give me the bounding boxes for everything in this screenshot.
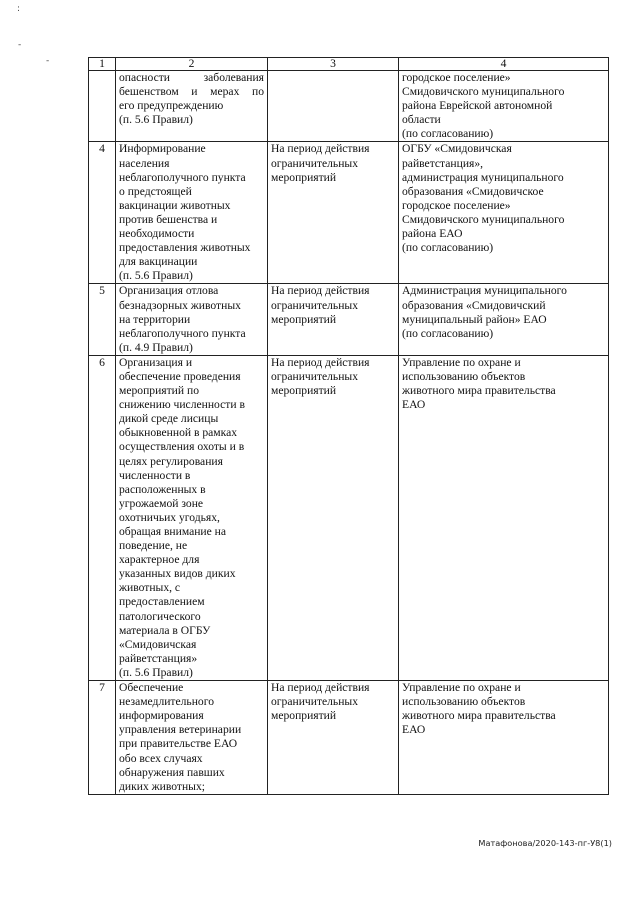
measure-line: численности в — [119, 468, 191, 482]
responsible-line: ОГБУ «Смидовичская — [402, 142, 512, 156]
period-cell — [268, 71, 399, 142]
measure-line: управления ветеринарии — [119, 723, 242, 737]
measure-line: о предстоящей — [119, 184, 192, 198]
measure-line: обо всех случаях — [119, 751, 203, 765]
table-row — [89, 71, 609, 142]
responsible-line: (по согласованию) — [402, 127, 494, 141]
period-cell — [268, 142, 399, 284]
measure-cell — [116, 681, 268, 795]
measure-line: опасности заболевания — [119, 71, 264, 84]
responsible-line: образования «Смидовичский — [402, 298, 546, 312]
measure-line: предоставления животных — [119, 241, 251, 255]
row-number: 5 — [89, 284, 116, 355]
period-line: На период действия — [271, 142, 370, 156]
responsible-line: использованию объектов — [402, 695, 526, 709]
measure-line: неблагополучного пункта — [119, 170, 246, 184]
responsible-line: ЕАО — [402, 398, 426, 412]
table-row — [89, 681, 609, 795]
measure-line: населения — [119, 156, 170, 170]
responsible-line: Управление по охране и — [402, 681, 521, 695]
period-cell — [268, 355, 399, 680]
table-row — [89, 142, 609, 284]
measure-line: обеспечение проведения — [119, 369, 241, 383]
responsible-line: райветстанция», — [402, 156, 484, 170]
column-number-2: 2 — [116, 58, 268, 71]
period-line: ограничительных — [271, 298, 359, 312]
column-number-1: 1 — [89, 58, 116, 71]
period-line: мероприятий — [271, 312, 337, 326]
measure-line: его предупреждению — [119, 99, 224, 113]
margin-mark: - — [46, 56, 50, 66]
table-row — [89, 355, 609, 680]
responsible-cell — [399, 71, 609, 142]
measure-line: на территории — [119, 312, 191, 326]
row-number: 7 — [89, 681, 116, 795]
measure-line: (п. 4.9 Правил) — [119, 340, 193, 354]
responsible-line: (по согласованию) — [402, 326, 494, 340]
measure-line: охотничьих угодьях, — [119, 510, 220, 524]
responsible-line: Смидовичского муниципального — [402, 212, 565, 226]
responsible-cell — [399, 355, 609, 680]
responsible-line: городское поселение» — [402, 71, 511, 84]
measure-cell — [116, 355, 268, 680]
responsible-line: городское поселение» — [402, 198, 511, 212]
measure-line: (п. 5.6 Правил) — [119, 269, 193, 283]
measure-line: незамедлительного — [119, 695, 214, 709]
measure-line: патологического — [119, 609, 201, 623]
responsible-line: Управление по охране и — [402, 355, 521, 369]
measure-line: Информирование — [119, 142, 206, 156]
measure-line: животных, с — [119, 581, 181, 595]
measure-line: снижению численности в — [119, 398, 245, 412]
measure-line: целях регулирования — [119, 454, 223, 468]
responsible-cell — [399, 681, 609, 795]
responsible-line: Смидовичского муниципального — [402, 85, 565, 99]
period-cell — [268, 681, 399, 795]
responsible-line: ЕАО — [402, 723, 426, 737]
responsible-cell — [399, 142, 609, 284]
row-number: 4 — [89, 142, 116, 284]
responsible-line: (по согласованию) — [402, 241, 494, 255]
measure-cell — [116, 142, 268, 284]
measure-line: для вакцинации — [119, 255, 198, 269]
header-row — [89, 58, 609, 71]
table-body — [89, 58, 609, 795]
responsible-line: использованию объектов — [402, 369, 526, 383]
margin-mark: : — [17, 4, 21, 14]
measure-line: (п. 5.6 Правил) — [119, 665, 193, 679]
measure-line: вакцинации животных — [119, 198, 231, 212]
measure-line: угрожаемой зоне — [119, 496, 204, 510]
period-line: ограничительных — [271, 369, 359, 383]
table-row — [89, 284, 609, 355]
measure-line: мероприятий по — [119, 384, 199, 398]
period-cell — [268, 284, 399, 355]
measure-line: дикой среде лисицы — [119, 412, 219, 426]
responsible-line: области — [402, 113, 441, 127]
measure-line: при правительстве ЕАО — [119, 737, 238, 751]
period-line: ограничительных — [271, 156, 359, 170]
responsible-line: образования «Смидовичское — [402, 184, 544, 198]
measure-line: поведение, не — [119, 539, 188, 553]
measure-line: бешенством и мерах по — [119, 85, 264, 99]
period-line: мероприятий — [271, 384, 337, 398]
responsible-line: муниципальный район» ЕАО — [402, 312, 547, 326]
measure-line: неблагополучного пункта — [119, 326, 246, 340]
measure-line: обнаружения павших — [119, 765, 225, 779]
measure-line: безнадзорных животных — [119, 298, 241, 312]
margin-mark: - — [18, 40, 22, 50]
period-line: ограничительных — [271, 695, 359, 709]
measure-line: Организация отлова — [119, 284, 219, 298]
measure-line: Обеспечение — [119, 681, 184, 695]
responsible-line: района ЕАО — [402, 227, 463, 241]
column-number-4: 4 — [399, 58, 609, 71]
responsible-line: администрация муниципального — [402, 170, 564, 184]
period-line: мероприятий — [271, 170, 337, 184]
measure-line: диких животных; — [119, 779, 205, 793]
measure-line: указанных видов диких — [119, 567, 236, 581]
measure-line: «Смидовичская — [119, 637, 197, 651]
measure-line: необходимости — [119, 227, 195, 241]
measure-cell — [116, 284, 268, 355]
period-line: На период действия — [271, 681, 370, 695]
period-line: На период действия — [271, 355, 370, 369]
responsible-line: района Еврейской автономной — [402, 99, 553, 113]
measure-line: обыкновенной в рамках — [119, 426, 238, 440]
measure-line: райветстанция» — [119, 651, 198, 665]
measure-line: информирования — [119, 709, 204, 723]
measure-line: Организация и — [119, 355, 193, 369]
measure-line: осуществления охоты и в — [119, 440, 245, 454]
measure-line: расположенных в — [119, 482, 206, 496]
measures-table — [88, 57, 609, 795]
measure-line: предоставлением — [119, 595, 205, 609]
row-number: 6 — [89, 355, 116, 680]
responsible-line: животного мира правительства — [402, 709, 556, 723]
row-number — [89, 71, 116, 142]
measure-line: характерное для — [119, 553, 200, 567]
measure-line: обращая внимание на — [119, 525, 227, 538]
period-line: мероприятий — [271, 709, 337, 723]
measure-cell — [116, 71, 268, 142]
measure-line: материала в ОГБУ — [119, 623, 211, 637]
responsible-cell — [399, 284, 609, 355]
responsible-line: Администрация муниципального — [402, 284, 567, 298]
measure-line: (п. 5.6 Правил) — [119, 113, 193, 127]
measure-line: против бешенства и — [119, 212, 218, 226]
period-line: На период действия — [271, 284, 370, 298]
column-number-3: 3 — [268, 58, 399, 71]
document-reference: Матафонова/2020-143-пг-У8(1) — [478, 838, 612, 848]
responsible-line: животного мира правительства — [402, 384, 556, 398]
